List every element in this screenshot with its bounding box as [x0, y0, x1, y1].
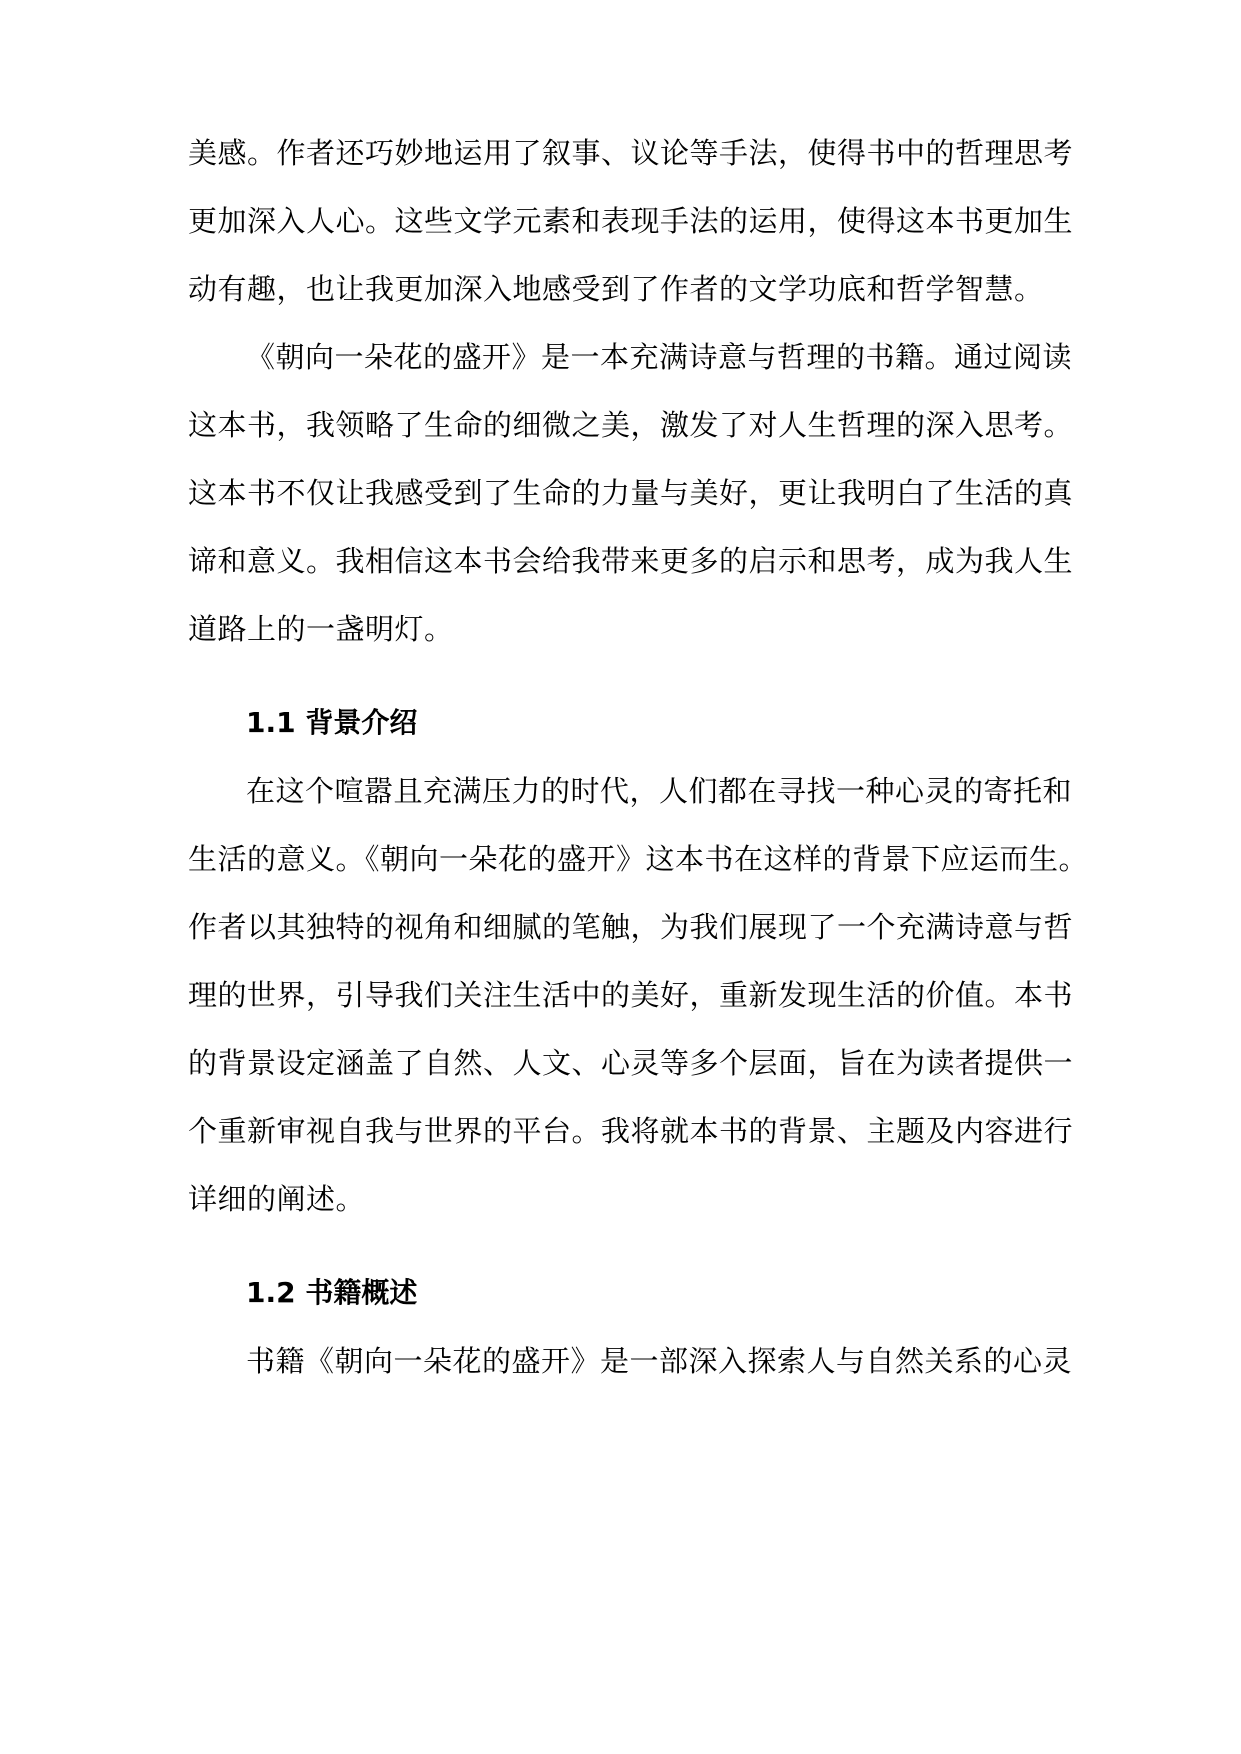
paragraph-line: 详细的阐述。	[188, 1182, 366, 1216]
paragraph-line: 作者以其独特的视角和细腻的笔触，为我们展现了一个充满诗意与哲	[188, 910, 1074, 944]
paragraph-line: 《朝向一朵花的盛开》是一本充满诗意与哲理的书籍。通过阅读	[246, 340, 1073, 374]
paragraph-line: 生活的意义。《朝向一朵花的盛开》这本书在这样的背景下应运而生。	[188, 842, 1089, 876]
paragraph-line: 道路上的一盏明灯。	[188, 612, 454, 646]
paragraph-line: 理的世界，引导我们关注生活中的美好，重新发现生活的价值。本书	[188, 978, 1074, 1012]
paragraph-line: 个重新审视自我与世界的平台。我将就本书的背景、主题及内容进行	[188, 1114, 1074, 1148]
section-heading: 1.1 背景介绍	[246, 706, 418, 739]
paragraph-line: 更加深入人心。这些文学元素和表现手法的运用，使得这本书更加生	[188, 204, 1074, 238]
paragraph-line: 美感。作者还巧妙地运用了叙事、议论等手法，使得书中的哲理思考	[188, 136, 1074, 170]
paragraph-line: 在这个喧嚣且充满压力的时代，人们都在寻找一种心灵的寄托和	[246, 774, 1073, 808]
paragraph-line: 谛和意义。我相信这本书会给我带来更多的启示和思考，成为我人生	[188, 544, 1074, 578]
paragraph-line: 这本书不仅让我感受到了生命的力量与美好，更让我明白了生活的真	[188, 476, 1074, 510]
section-heading: 1.2 书籍概述	[246, 1276, 418, 1309]
paragraph-line: 书籍《朝向一朵花的盛开》是一部深入探索人与自然关系的心灵	[246, 1344, 1073, 1378]
paragraph-line: 的背景设定涵盖了自然、人文、心灵等多个层面，旨在为读者提供一	[188, 1046, 1074, 1080]
paragraph-line: 动有趣，也让我更加深入地感受到了作者的文学功底和哲学智慧。	[188, 272, 1044, 306]
paragraph-line: 这本书，我领略了生命的细微之美，激发了对人生哲理的深入思考。	[188, 408, 1074, 442]
